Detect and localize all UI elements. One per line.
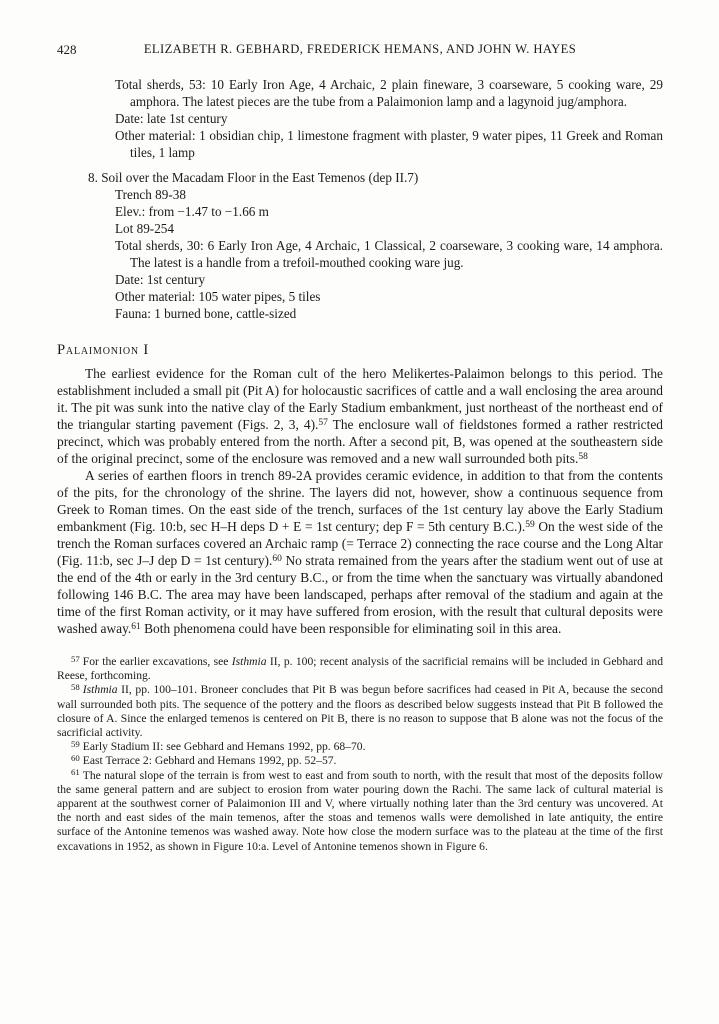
page-header <box>57 42 663 60</box>
footnote-61 <box>57 769 663 854</box>
para2-text-4: Both phenomena could have been responsible for eliminating soil in this area. <box>140 621 562 636</box>
footnote-57-text: For the earlier excavations, see <box>82 655 232 668</box>
footnote-ref-57: 57 <box>318 417 328 428</box>
footnote-60 <box>57 754 663 768</box>
entry8-fauna: Fauna: 1 burned bone, cattle-sized <box>115 306 297 321</box>
footnote-59 <box>57 740 663 754</box>
para1-text-2: The enclosure wall of fieldstones formed a rather restricted precinct, which was probably entered from the north. After a second pit, B, was opened at the southeastern side of the original precinct, some of the enclosure was removed and a new wall surrounded both pits. <box>57 417 663 466</box>
paragraph-1 <box>57 365 663 467</box>
footnote-57 <box>57 655 663 683</box>
entry8-total-sherds: Total sherds, 30: 6 Early Iron Age, 4 Archaic, 1 Classical, 2 coarseware, 3 cooking ware, 14 amphora. The latest is a handle from a trefoil-mouthed cooking ware jug. <box>115 238 663 270</box>
isthmia-title: Isthmia <box>82 683 118 697</box>
running-head: ELIZABETH R. GEBHARD, FREDERICK HEMANS, AND JOHN W. HAYES <box>143 42 577 56</box>
para2-text-1: A series of earthen floors in trench 89-2A provides ceramic evidence, in addition to that from the contents of the pits, for the chronology of the shrine. The layers did not, however, show a continuous sequence from Greek to Roman times. On the east side of the trench, surfaces of the 1st century lay above the Early Stadium embankment (Fig. 10:b, sec H–H deps D + E = 1st century; dep F = 5th century B.C.). <box>57 468 663 534</box>
footnote-60-text: East Terrace 2: Gebhard and Hemans 1992, pp. 52–57. <box>82 754 337 768</box>
footnote-ref-60: 60 <box>272 553 282 564</box>
entry8-lot: Lot 89-254 <box>115 221 174 236</box>
paragraph-2 <box>57 467 663 637</box>
footnote-59-number: 59 <box>71 738 80 749</box>
footnote-57-number: 57 <box>71 653 80 664</box>
footnote-ref-58: 58 <box>578 451 588 462</box>
footnotes <box>57 655 663 854</box>
footnote-ref-61: 61 <box>131 621 141 632</box>
page-number: 428 <box>57 42 77 57</box>
footnote-57-text-2: II, p. 100; recent analysis of the sacrificial remains will be included in Gebhard and Reese, forthcoming. <box>57 655 663 683</box>
footnote-60-number: 60 <box>71 752 80 763</box>
footnote-58-text: II, pp. 100–101. Broneer concludes that Pit B was begun before sacrifices had ceased in Pit A, because the second wall surrounded both pits. The sequence of the pottery and the floors as described below suggests instead that Pit B followed the closure of A. Since the enlarged temenos is centered on Pit B, there is no reason to suppose that B alone was not the focus of the sacrificial activity. <box>57 683 663 740</box>
footnote-61-text: The natural slope of the terrain is from west to east and from south to north, with the result that most of the deposits follow the same general pattern and are subject to erosion from water pouring down the Rachi. The same lack of cultural material is apparent at the southwest corner of Palaimonion III and V, where virtually nothing later than the 3rd century was uncovered. At the north and east sides of the main temenos, after the stoas and temenos walls were demolished in late antiquity, the entire surface of the Antonine temenos was washed away. Note how close the modern surface was to the plateau at the time of the first excavations in 1952, as shown in Figure 10:a. Level of Antonine temenos shown in Figure 6. <box>57 768 663 853</box>
footnote-61-number: 61 <box>71 767 80 778</box>
entry7-date: Date: late 1st century <box>115 111 228 126</box>
entry8-heading: 8. Soil over the Macadam Floor in the East Temenos (dep II.7) <box>88 170 419 185</box>
para2-text-2: On the west side of the trench the Roman surfaces covered an Archaic ramp (= Terrace 2) connecting the race course and the Long Altar (Fig. 11:b, sec J–J dep D = 1st century). <box>57 519 663 568</box>
footnote-59-text: Early Stadium II: see Gebhard and Hemans 1992, pp. 68–70. <box>82 740 366 754</box>
catalog-list <box>57 76 663 322</box>
section-body <box>57 365 663 637</box>
entry7-total-sherds: Total sherds, 53: 10 Early Iron Age, 4 Archaic, 2 plain fineware, 3 coarseware, 5 cooking ware, 29 amphora. The latest pieces are the tube from a Palaimonion lamp and a lagynoid jug/amphora. <box>115 77 663 109</box>
para1-text-1: The earliest evidence for the Roman cult of the hero Melikertes-Palaimon belongs to this period. The establishment included a small pit (Pit A) for holocaustic sacrifices of cattle and a wall enclosing the area around it. The pit was sunk into the native clay of the Early Stadium embankment, just northeast of the northeast end of the triangular starting pavement (Figs. 2, 3, 4). <box>57 366 663 432</box>
entry8-date: Date: 1st century <box>115 272 206 287</box>
entry7-other-material: Other material: 1 obsidian chip, 1 limestone fragment with plaster, 9 water pipes, 11 Greek and Roman tiles, 1 lamp <box>115 128 663 160</box>
entry8-trench: Trench 89-38 <box>115 187 186 202</box>
isthmia-title: Isthmia <box>231 655 267 668</box>
entry8-elevation: Elev.: from −1.47 to −1.66 m <box>115 204 269 219</box>
para2-text-3: No strata remained from the years after the stadium went out of use at the end of the 4th or early in the 3rd century B.C., or from the time when the sanctuary was virtually abandoned following 146 B.C. The area may have been landscaped, perhaps after removal of the stadium and again at the time of the first Roman activity, or it may have suffered from erosion, with the result that cultural deposits were washed away. <box>57 553 663 636</box>
section-heading-palaimonion: Palaimonion I <box>57 342 150 358</box>
footnote-58 <box>57 683 663 740</box>
footnote-ref-59: 59 <box>525 519 535 530</box>
footnote-58-number: 58 <box>71 681 80 692</box>
entry8-other-material: Other material: 105 water pipes, 5 tiles <box>115 289 321 304</box>
